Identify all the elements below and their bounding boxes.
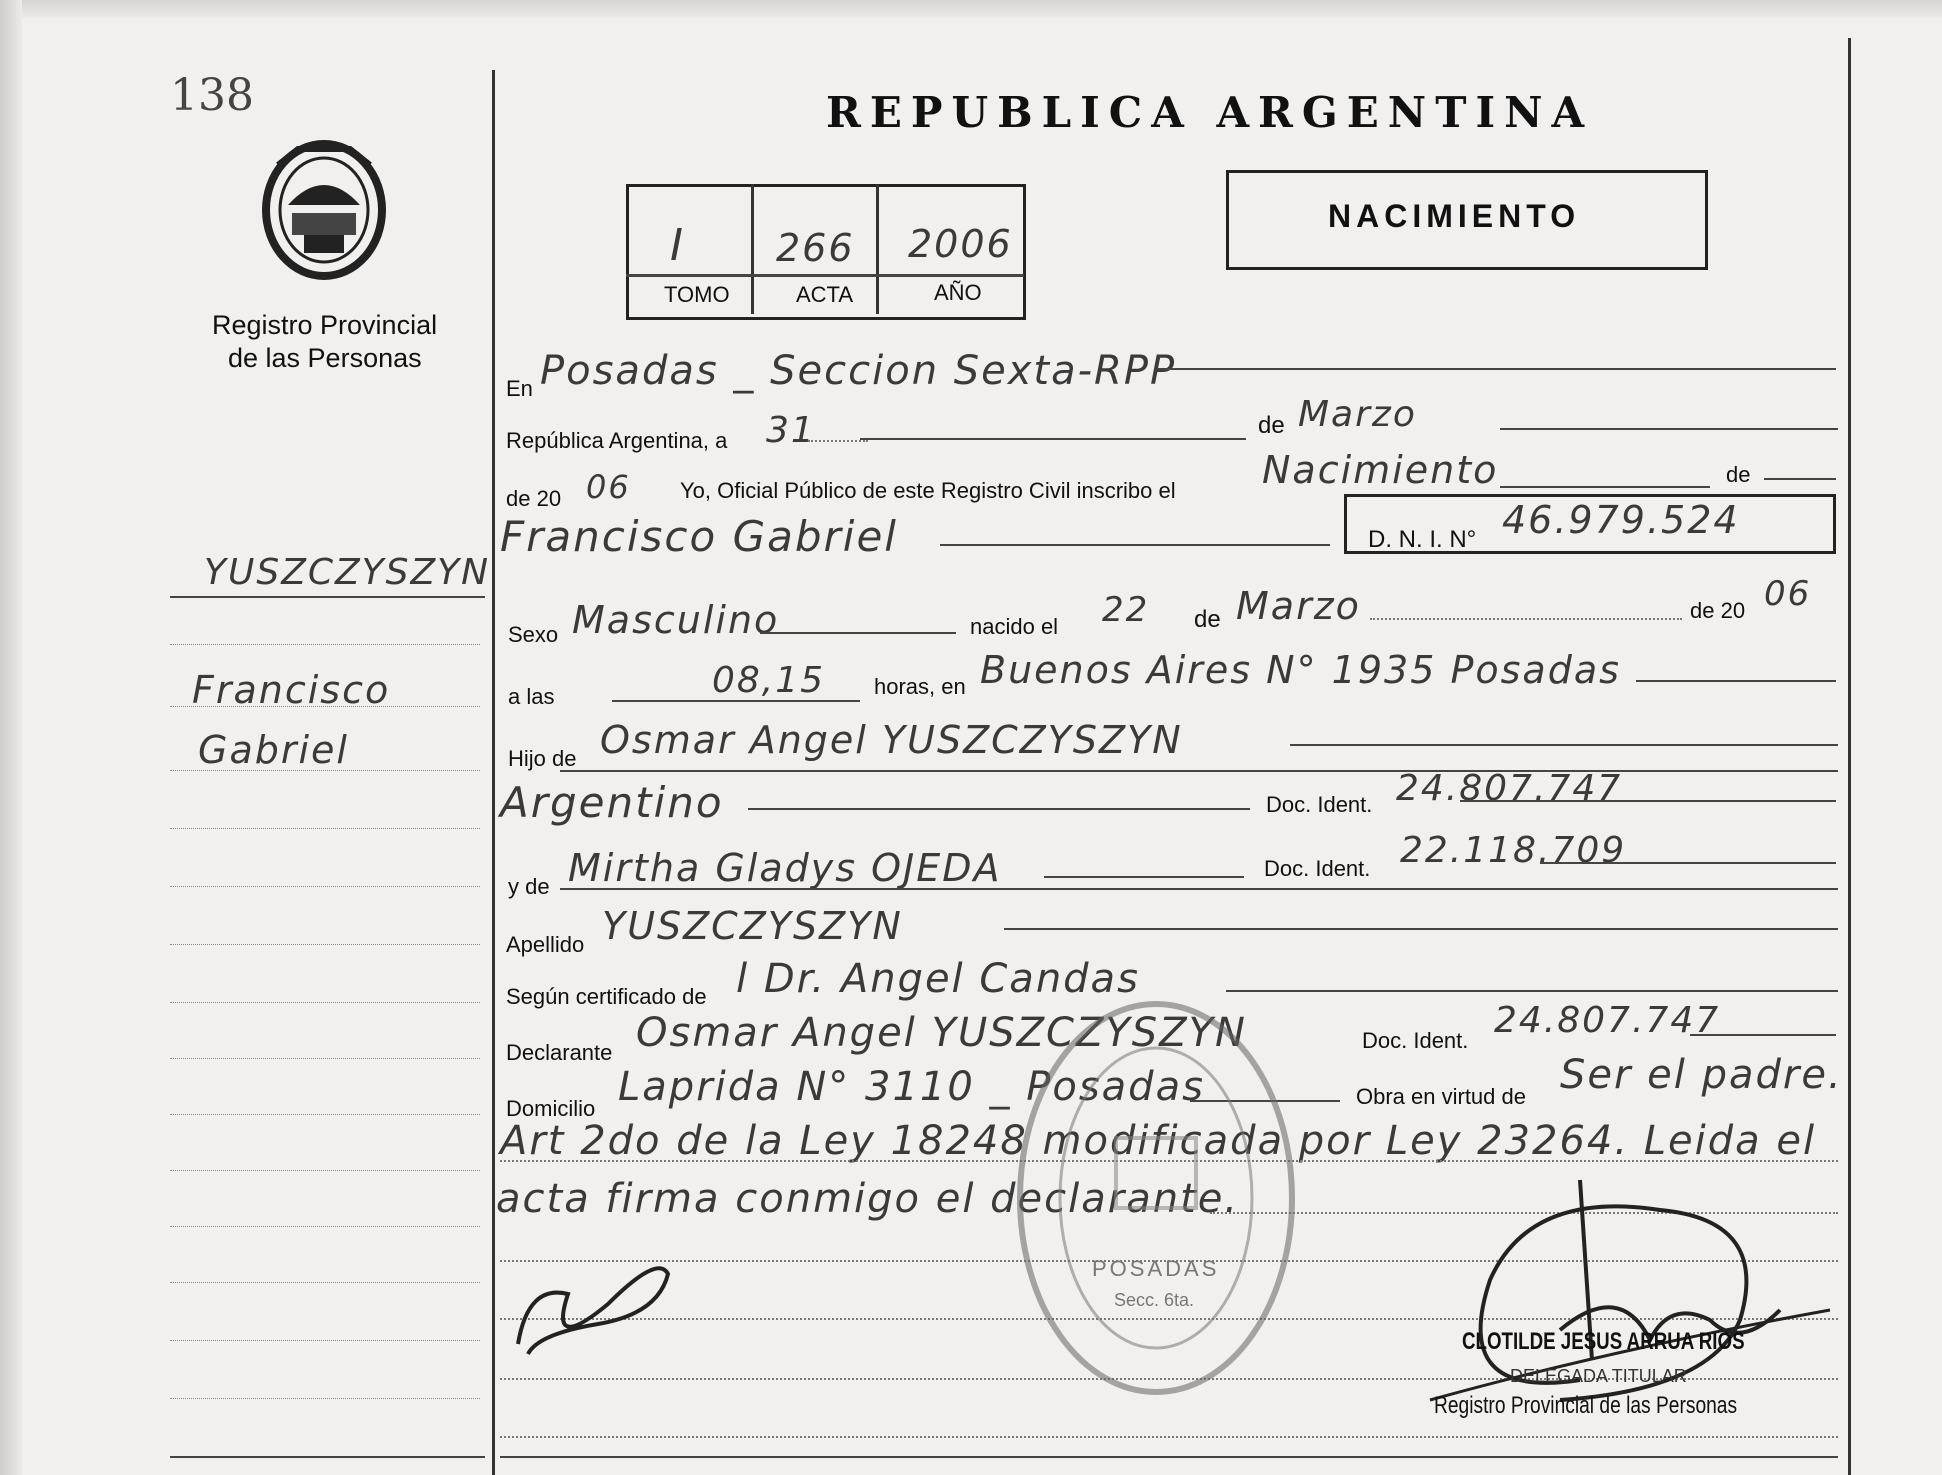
republica-label: República Argentina, a [506, 428, 728, 453]
nacido-day: 22 [1102, 590, 1150, 630]
de2-label: de [1726, 462, 1751, 487]
column-divider [492, 70, 495, 1475]
margin-name-1: Francisco [192, 668, 391, 712]
de3-label: de [1194, 606, 1221, 633]
field-line [560, 770, 1838, 772]
padre-nac: Argentino [500, 778, 724, 827]
margin-line [170, 944, 480, 945]
acta-label: ACTA [796, 282, 854, 307]
madre-value: Mirtha Gladys OJEDA [568, 846, 1002, 890]
page-number: 138 [170, 70, 254, 121]
sexo-value: Masculino [572, 598, 780, 642]
year-value: 06 [586, 468, 631, 506]
margin-name-2: Gabriel [198, 728, 349, 772]
nacido-label: nacido el [970, 614, 1059, 639]
official-name: CLOTILDE JESUS ARRUA RIOS [1462, 1328, 1745, 1355]
field-line [1226, 990, 1838, 992]
segun-label: Según certificado de [506, 984, 707, 1009]
en-label: En [506, 376, 533, 401]
registry-line-2: de las Personas [228, 343, 422, 373]
yo-label: Yo, Oficial Público de este Registro Civil inscribo el [680, 478, 1176, 503]
margin-line [170, 644, 480, 645]
field-line [1460, 800, 1836, 802]
obra-value: Ser el padre. [1560, 1052, 1843, 1098]
certificado-value: l Dr. Angel Candas [736, 956, 1140, 1002]
texto-linea-1: Art 2do de la Ley 18248 modificada por Ley 23264. Leida el [500, 1118, 1817, 1164]
dni-label: D. N. I. N° [1368, 526, 1477, 553]
anio-value: 2006 [908, 222, 1013, 266]
horas-label: horas, en [874, 674, 966, 699]
month-value: Marzo [1298, 394, 1417, 435]
texto-linea-2: acta firma conmigo el declarante. [496, 1176, 1240, 1222]
scan-left-edge [0, 0, 22, 1475]
field-dots [500, 1436, 1838, 1438]
hijo-label: Hijo de [508, 746, 577, 771]
scan-top-edge [0, 0, 1942, 18]
field-line [1764, 478, 1836, 480]
alas-label: a las [508, 684, 555, 709]
field-line [860, 438, 1246, 440]
official-stamp-icon [1006, 988, 1306, 1408]
madre-doc: 22.118.709 [1400, 830, 1627, 871]
declarante-doc: 24.807.747 [1494, 1000, 1721, 1041]
de-label: de [1258, 412, 1285, 439]
field-line [1500, 486, 1710, 488]
declarante-value: Osmar Angel YUSZCZYSZYN [636, 1010, 1247, 1056]
padre-doc-label: Doc. Ident. [1266, 792, 1373, 817]
apellido-value: YUSZCZYSZYN [602, 904, 903, 948]
declarante-label: Declarante [506, 1040, 613, 1065]
margin-line [170, 1170, 480, 1171]
stamp-sub-text: Secc. 6ta. [1114, 1290, 1195, 1310]
country-title: REPUBLICA ARGENTINA [826, 88, 1594, 137]
margin-surname: YUSZCZYSZYN [204, 552, 491, 593]
stamp-center-text: POSADAS [1092, 1256, 1220, 1281]
registry-line-1: Registro Provincial [212, 310, 438, 340]
field-line [1044, 876, 1244, 878]
tomo-label: TOMO [664, 282, 730, 307]
padre-doc: 24.807.747 [1396, 768, 1623, 809]
official-title: DELEGADA TITULAR [1510, 1366, 1687, 1386]
margin-line [170, 1340, 480, 1341]
record-label-line [626, 274, 1024, 277]
acto-value: Nacimiento [1262, 448, 1499, 492]
field-line [1540, 862, 1836, 864]
domicilio-value: Laprida N° 3110 _ Posadas [618, 1064, 1205, 1110]
field-line [1690, 1034, 1836, 1036]
declarante-doc-label: Doc. Ident. [1362, 1028, 1469, 1053]
field-dots [1370, 618, 1682, 620]
field-line [560, 888, 1838, 890]
day-value: 31 [766, 410, 816, 451]
margin-line [170, 828, 480, 829]
field-line [1156, 368, 1836, 370]
tomo-value: I [670, 220, 685, 271]
field-line [500, 1456, 1838, 1458]
margin-line [170, 706, 480, 707]
declarant-signature-icon [508, 1244, 678, 1364]
record-divider [751, 184, 754, 314]
field-line [1500, 428, 1838, 430]
field-line [940, 544, 1330, 546]
hora-value: 08,15 [712, 660, 826, 701]
field-line [748, 808, 1250, 810]
apellido-label: Apellido [506, 932, 585, 957]
margin-line [170, 886, 480, 887]
field-line [1004, 928, 1838, 930]
en-value: Posadas _ Seccion Sexta-RPP [540, 348, 1177, 394]
margin-line [170, 1398, 480, 1399]
child-name: Francisco Gabriel [500, 512, 898, 561]
margin-line [170, 1114, 480, 1115]
record-divider [876, 184, 879, 314]
margin-line [170, 596, 485, 598]
padre-value: Osmar Angel YUSZCZYSZYN [600, 718, 1183, 762]
madre-doc-label: Doc. Ident. [1264, 856, 1371, 881]
de20b-label: de 20 [1690, 598, 1746, 623]
margin-line [170, 1456, 485, 1458]
dni-value: 46.979.524 [1502, 498, 1740, 542]
lugar-value: Buenos Aires N° 1935 Posadas [980, 648, 1621, 692]
margin-line [170, 1282, 480, 1283]
de20-label: de 20 [506, 486, 562, 511]
official-org: Registro Provincial de las Personas [1434, 1392, 1738, 1419]
sexo-label: Sexo [508, 622, 559, 647]
provincial-seal-icon [258, 135, 390, 285]
nacido-year: 06 [1764, 574, 1812, 614]
margin-line [170, 770, 480, 771]
type-label: NACIMIENTO [1328, 198, 1581, 234]
nacido-month: Marzo [1236, 584, 1361, 628]
margin-line [170, 1002, 480, 1003]
margin-line [170, 1226, 480, 1227]
field-line [760, 632, 956, 634]
domicilio-label: Domicilio [506, 1096, 596, 1121]
field-line [1636, 680, 1836, 682]
field-line [1290, 744, 1838, 746]
anio-label: AÑO [934, 280, 982, 305]
acta-value: 266 [776, 226, 855, 270]
field-dots [808, 440, 868, 442]
obra-label: Obra en virtud de [1356, 1084, 1526, 1109]
margin-line [170, 1058, 480, 1059]
yde-label: y de [508, 874, 550, 899]
